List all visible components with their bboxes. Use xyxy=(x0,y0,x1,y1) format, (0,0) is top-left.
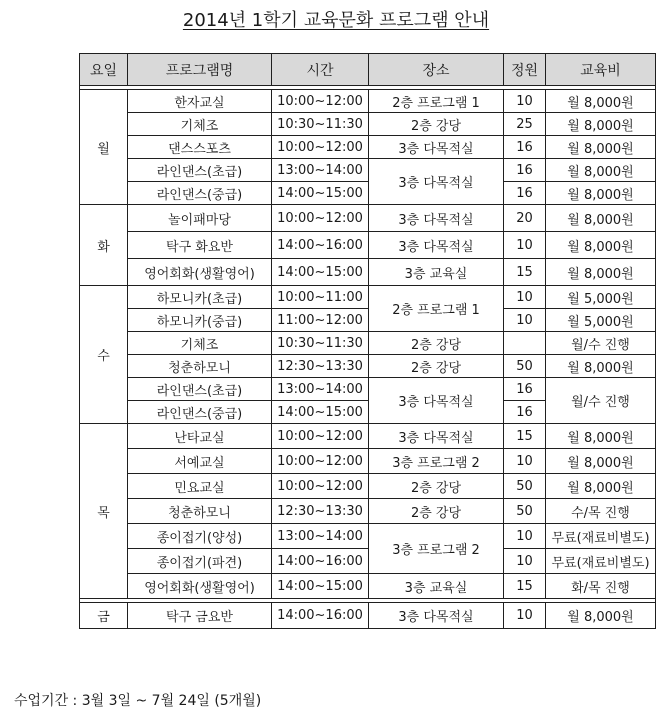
table-row xyxy=(80,355,656,378)
fee-cell: 월 8,000원 xyxy=(546,113,656,136)
capacity-cell: 50 xyxy=(504,499,546,524)
time-cell: 14:00~15:00 xyxy=(272,401,369,424)
program-cell: 기체조 xyxy=(128,113,272,136)
capacity-cell: 10 xyxy=(504,603,546,629)
table-row xyxy=(80,182,656,205)
table-row xyxy=(80,159,656,182)
day-cell: 월 xyxy=(80,90,128,205)
time-cell: 10:00~12:00 xyxy=(272,449,369,474)
program-cell: 라인댄스(초급) xyxy=(128,378,272,401)
place-cell: 3층 다목적실 xyxy=(369,136,504,159)
program-cell: 민요교실 xyxy=(128,474,272,499)
program-cell: 한자교실 xyxy=(128,90,272,113)
time-cell: 11:00~12:00 xyxy=(272,309,369,332)
place-cell: 2층 프로그램 1 xyxy=(369,90,504,113)
fee-cell: 월 5,000원 xyxy=(546,309,656,332)
capacity-cell: 10 xyxy=(504,309,546,332)
place-cell: 3층 다목적실 xyxy=(369,159,504,205)
fee-cell: 월 8,000원 xyxy=(546,424,656,449)
place-cell: 3층 교육실 xyxy=(369,259,504,286)
capacity-cell: 10 xyxy=(504,549,546,574)
capacity-cell: 15 xyxy=(504,424,546,449)
time-cell: 10:00~12:00 xyxy=(272,136,369,159)
header-program: 프로그램명 xyxy=(128,54,272,86)
table-row xyxy=(80,332,656,355)
capacity-cell: 10 xyxy=(504,232,546,259)
table-row xyxy=(80,424,656,449)
place-cell: 2층 강당 xyxy=(369,355,504,378)
capacity-cell: 20 xyxy=(504,205,546,232)
capacity-cell: 25 xyxy=(504,113,546,136)
table-row xyxy=(80,286,656,309)
time-cell: 14:00~16:00 xyxy=(272,232,369,259)
page-title-text: 2014년 1학기 교육문화 프로그램 안내 xyxy=(182,10,490,31)
program-cell: 하모니카(중급) xyxy=(128,309,272,332)
program-cell: 라인댄스(중급) xyxy=(128,401,272,424)
place-cell: 3층 프로그램 2 xyxy=(369,524,504,574)
program-cell: 종이접기(양성) xyxy=(128,524,272,549)
table-row xyxy=(80,90,656,113)
program-cell: 탁구 화요반 xyxy=(128,232,272,259)
program-cell: 영어회화(생활영어) xyxy=(128,574,272,599)
header-time: 시간 xyxy=(272,54,369,86)
header-place: 장소 xyxy=(369,54,504,86)
fee-cell: 월 8,000원 xyxy=(546,355,656,378)
time-cell: 14:00~16:00 xyxy=(272,603,369,629)
capacity-cell: 50 xyxy=(504,355,546,378)
page-title xyxy=(0,8,672,34)
capacity-cell: 10 xyxy=(504,286,546,309)
capacity-cell: 16 xyxy=(504,159,546,182)
capacity-cell: 16 xyxy=(504,401,546,424)
table-row xyxy=(80,378,656,401)
fee-cell: 월 8,000원 xyxy=(546,259,656,286)
place-cell: 3층 프로그램 2 xyxy=(369,449,504,474)
fee-cell: 수/목 진행 xyxy=(546,499,656,524)
fee-cell: 월 8,000원 xyxy=(546,232,656,259)
time-cell: 14:00~15:00 xyxy=(272,574,369,599)
header-capacity: 정원 xyxy=(504,54,546,86)
time-cell: 10:30~11:30 xyxy=(272,332,369,355)
time-cell: 13:00~14:00 xyxy=(272,378,369,401)
fee-cell: 월 8,000원 xyxy=(546,449,656,474)
program-cell: 서예교실 xyxy=(128,449,272,474)
capacity-cell: 50 xyxy=(504,474,546,499)
program-cell: 청춘하모니 xyxy=(128,499,272,524)
place-cell: 2층 강당 xyxy=(369,332,504,355)
place-cell: 3층 다목적실 xyxy=(369,424,504,449)
program-cell: 놀이패마당 xyxy=(128,205,272,232)
time-cell: 14:00~15:00 xyxy=(272,259,369,286)
table-row xyxy=(80,205,656,232)
time-cell: 10:00~11:00 xyxy=(272,286,369,309)
place-cell: 2층 프로그램 1 xyxy=(369,286,504,332)
place-cell: 3층 다목적실 xyxy=(369,232,504,259)
table-row xyxy=(80,113,656,136)
day-cell: 수 xyxy=(80,286,128,424)
table-row xyxy=(80,136,656,159)
fee-cell: 무료(재료비별도) xyxy=(546,549,656,574)
time-cell: 13:00~14:00 xyxy=(272,159,369,182)
fee-cell: 월 8,000원 xyxy=(546,90,656,113)
place-cell: 3층 다목적실 xyxy=(369,205,504,232)
program-cell: 탁구 금요반 xyxy=(128,603,272,629)
place-cell: 2층 강당 xyxy=(369,474,504,499)
table-row xyxy=(80,449,656,474)
table-row xyxy=(80,549,656,574)
fee-cell: 월/수 진행 xyxy=(546,332,656,355)
capacity-cell: 16 xyxy=(504,182,546,205)
program-cell: 종이접기(파견) xyxy=(128,549,272,574)
table-row xyxy=(80,524,656,549)
program-cell: 청춘하모니 xyxy=(128,355,272,378)
capacity-cell: 10 xyxy=(504,449,546,474)
place-cell: 3층 다목적실 xyxy=(369,603,504,629)
program-cell: 난타교실 xyxy=(128,424,272,449)
day-cell: 목 xyxy=(80,424,128,599)
day-cell: 화 xyxy=(80,205,128,286)
place-cell: 3층 다목적실 xyxy=(369,378,504,424)
fee-cell: 월 8,000원 xyxy=(546,205,656,232)
fee-cell: 월 5,000원 xyxy=(546,286,656,309)
capacity-cell: 10 xyxy=(504,90,546,113)
table-row xyxy=(80,499,656,524)
table-row xyxy=(80,309,656,332)
capacity-cell: 16 xyxy=(504,136,546,159)
table-row xyxy=(80,474,656,499)
time-cell: 10:30~11:30 xyxy=(272,113,369,136)
fee-cell: 월 8,000원 xyxy=(546,182,656,205)
program-cell: 하모니카(초급) xyxy=(128,286,272,309)
time-cell: 14:00~15:00 xyxy=(272,182,369,205)
capacity-cell: 15 xyxy=(504,574,546,599)
capacity-cell: 10 xyxy=(504,524,546,549)
program-cell: 라인댄스(중급) xyxy=(128,182,272,205)
fee-cell: 월/수 진행 xyxy=(546,378,656,424)
fee-cell: 무료(재료비별도) xyxy=(546,524,656,549)
header-fee: 교육비 xyxy=(546,54,656,86)
time-cell: 10:00~12:00 xyxy=(272,90,369,113)
header-row xyxy=(80,54,656,86)
time-cell: 10:00~12:00 xyxy=(272,205,369,232)
capacity-cell: 15 xyxy=(504,259,546,286)
table-row xyxy=(80,574,656,599)
time-cell: 12:30~13:30 xyxy=(272,355,369,378)
fee-cell: 화/목 진행 xyxy=(546,574,656,599)
time-cell: 14:00~16:00 xyxy=(272,549,369,574)
table-row xyxy=(80,603,656,629)
capacity-cell: 16 xyxy=(504,378,546,401)
header-day: 요일 xyxy=(80,54,128,86)
schedule-table xyxy=(79,53,656,629)
time-cell: 12:30~13:30 xyxy=(272,499,369,524)
fee-cell: 월 8,000원 xyxy=(546,603,656,629)
program-cell: 댄스스포츠 xyxy=(128,136,272,159)
table-row xyxy=(80,259,656,286)
place-cell: 3층 교육실 xyxy=(369,574,504,599)
time-cell: 10:00~12:00 xyxy=(272,474,369,499)
fee-cell: 월 8,000원 xyxy=(546,136,656,159)
program-cell: 라인댄스(초급) xyxy=(128,159,272,182)
table-row xyxy=(80,232,656,259)
place-cell: 2층 강당 xyxy=(369,113,504,136)
day-cell: 금 xyxy=(80,603,128,629)
time-cell: 10:00~12:00 xyxy=(272,424,369,449)
time-cell: 13:00~14:00 xyxy=(272,524,369,549)
course-period-note: 수업기간 : 3월 3일 ~ 7월 24일 (5개월) xyxy=(14,693,262,709)
place-cell: 2층 강당 xyxy=(369,499,504,524)
program-cell: 영어회화(생활영어) xyxy=(128,259,272,286)
fee-cell: 월 8,000원 xyxy=(546,474,656,499)
capacity-cell xyxy=(504,332,546,355)
program-cell: 기체조 xyxy=(128,332,272,355)
fee-cell: 월 8,000원 xyxy=(546,159,656,182)
